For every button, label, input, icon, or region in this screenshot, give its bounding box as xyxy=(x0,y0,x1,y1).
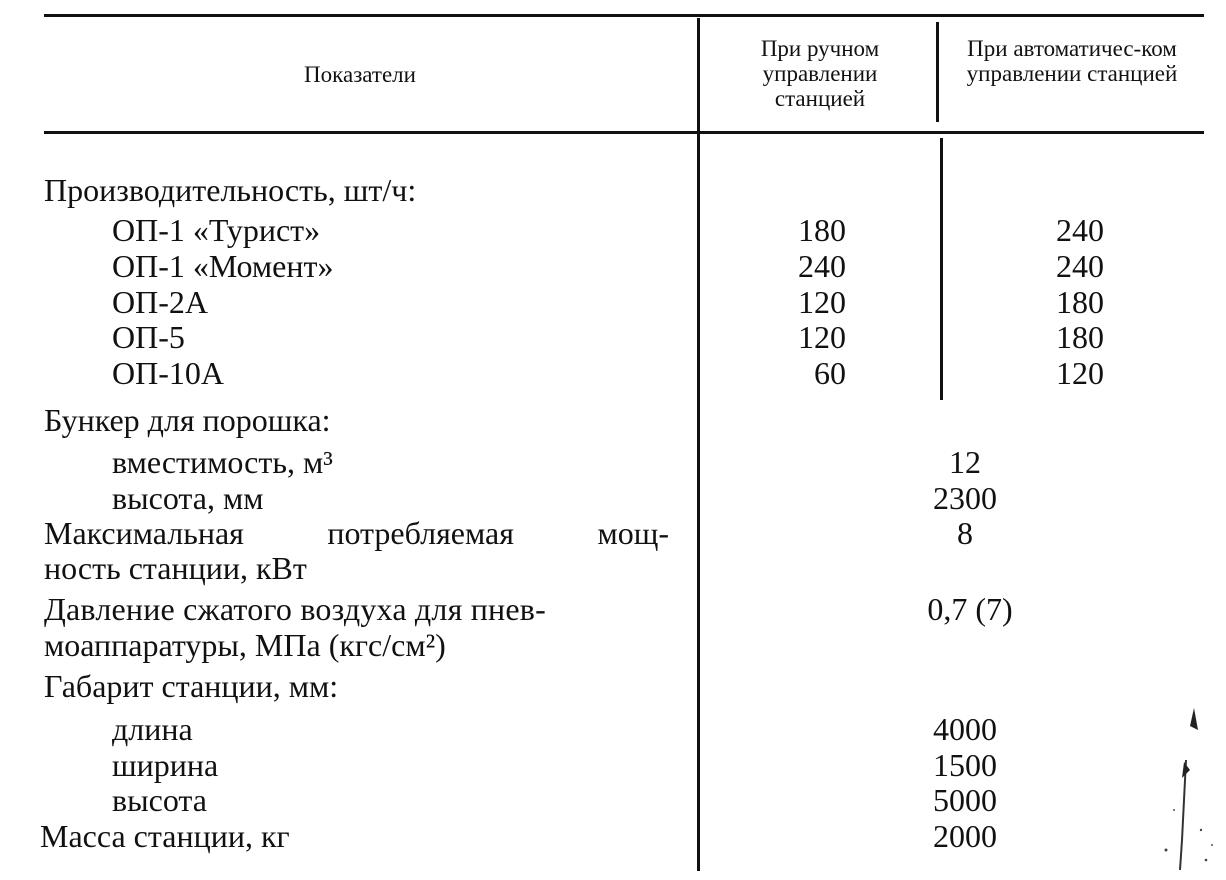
dimension-row-name: высота xyxy=(112,782,207,818)
dimension-row-name: длина xyxy=(112,711,193,747)
product-row-name: ОП-10А xyxy=(112,355,224,391)
pressure-label-line2: моаппаратуры, МПа (кгс/см²) xyxy=(44,627,446,663)
bunker-capacity-label: вместимость, м³ xyxy=(112,444,333,480)
header-manual-control: При ручном управлении станцией xyxy=(760,36,880,111)
product-row-auto: 240 xyxy=(1056,212,1104,248)
mass-value: 2000 xyxy=(933,818,997,854)
header-bottom-rule xyxy=(44,131,1204,134)
power-word: потребляемая xyxy=(327,515,514,551)
dimensions-label: Габарит станции, мм: xyxy=(44,668,339,704)
scan-artifact-marks xyxy=(1146,700,1226,880)
dimension-row-value: 1500 xyxy=(933,747,997,783)
bunker-height-label: высота, мм xyxy=(112,480,264,516)
pressure-label-line1: Давление сжатого воздуха для пнев- xyxy=(44,591,546,627)
product-row-manual: 120 xyxy=(798,284,846,320)
bunker-height-value: 2300 xyxy=(933,480,997,516)
dimension-row-name: ширина xyxy=(112,747,219,783)
dimension-row-value: 5000 xyxy=(933,782,997,818)
product-row-auto: 240 xyxy=(1056,248,1104,284)
pressure-value: 0,7 (7) xyxy=(927,591,1013,627)
mass-label: Масса станции, кг xyxy=(40,818,290,854)
table-top-rule xyxy=(44,14,1204,17)
bunker-label: Бункер для порошка: xyxy=(44,402,331,438)
product-row-auto: 120 xyxy=(1056,355,1104,391)
product-row-manual: 240 xyxy=(798,248,846,284)
column-divider-left xyxy=(697,18,700,871)
bunker-capacity-value: 12 xyxy=(949,444,981,480)
product-row-name: ОП-5 xyxy=(112,319,185,355)
power-label-line1 xyxy=(44,517,669,549)
product-row-manual: 180 xyxy=(798,212,846,248)
product-row-auto: 180 xyxy=(1056,319,1104,355)
power-label-line2: ность станции, кВт xyxy=(44,550,307,586)
header-automatic-control: При автоматичес-ком управлении станцией xyxy=(966,36,1178,86)
product-row-auto: 180 xyxy=(1056,284,1104,320)
header-indicators: Показатели xyxy=(304,62,416,87)
product-row-name: ОП-1 «Момент» xyxy=(112,248,334,284)
power-word: Максимальная xyxy=(44,515,244,551)
product-row-name: ОП-1 «Турист» xyxy=(112,212,321,248)
dimension-row-value: 4000 xyxy=(933,711,997,747)
power-word: мощ- xyxy=(597,515,669,551)
product-row-manual: 120 xyxy=(798,319,846,355)
column-divider-middle-header xyxy=(936,22,939,122)
column-divider-middle-body xyxy=(940,138,943,400)
product-row-name: ОП-2А xyxy=(112,284,208,320)
power-value: 8 xyxy=(957,515,973,551)
product-row-manual: 60 xyxy=(814,355,846,391)
productivity-label: Производительность, шт/ч: xyxy=(44,172,417,208)
